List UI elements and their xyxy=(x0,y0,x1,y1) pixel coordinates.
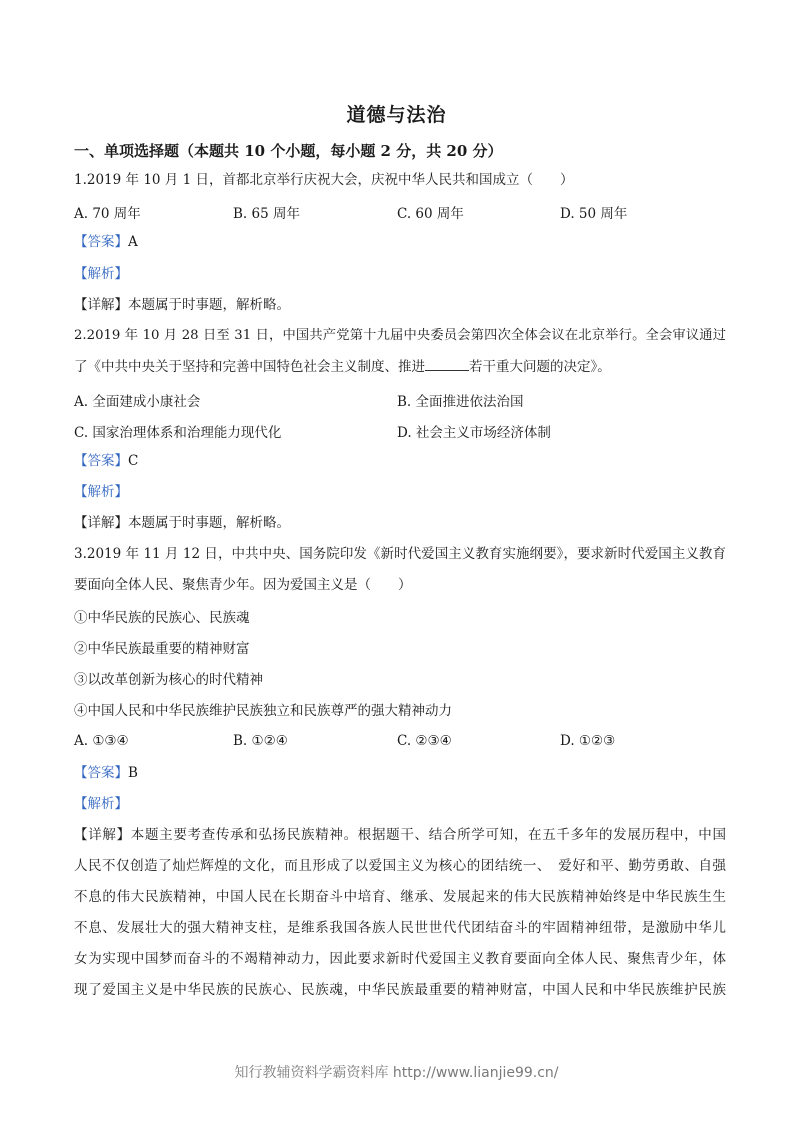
q3-detail-line-4: 不息、发展壮大的强大精神支柱，是维系我国各族人民世世代代团结奋斗的牢固精神纽带，是激励中华儿 xyxy=(74,920,726,936)
q3-option-c: C. ②③④ xyxy=(397,733,452,749)
q2-detail: 【详解】本题属于时事题，解析略。 xyxy=(74,515,290,531)
q3-answer xyxy=(74,763,726,783)
q3-detail-line-3: 不息的伟大民族精神，中国人民在长期奋斗中培育、继承、发展起来的伟大民族精神始终是中华民族生生 xyxy=(74,889,726,905)
q2-option-a: A. 全面建成小康社会 xyxy=(74,394,201,410)
q3-detail-line-2: 人民不仅创造了灿烂辉煌的文化，而且形成了以爱国主义为核心的团结统一、 爱好和平、勤劳勇敢、自强 xyxy=(74,858,726,874)
q3-detail-line-6: 现了爱国主义是中华民族的民族心、民族魂，中华民族最重要的精神财富，中国人民和中华民族维护民族 xyxy=(74,982,726,998)
answer-label: 【答案】 xyxy=(74,234,128,250)
q1-detail: 【详解】本题属于时事题，解析略。 xyxy=(74,297,290,313)
fill-blank xyxy=(425,358,469,371)
question-3-stem-line-2: 要面向全体人民、聚焦青少年。因为爱国主义是（ ） xyxy=(74,577,412,593)
q1-option-a: A. 70 周年 xyxy=(74,206,141,222)
q1-answer xyxy=(74,232,726,252)
q3-statement-1: ①中华民族的民族心、民族魂 xyxy=(74,610,250,626)
q3-option-d: D. ①②③ xyxy=(560,733,616,749)
q2-answer xyxy=(74,451,726,471)
question-2-stem-line-1: 2.2019 年 10 月 28 日至 31 日，中国共产党第十九届中央委员会第四次全体会议在北京举行。全会审议通过 xyxy=(74,328,726,343)
q3-detail-line-1: 【详解】本题主要考查传承和弘扬民族精神。根据题干、结合所学可知，在五千多年的发展历程中，中国 xyxy=(74,827,726,843)
answer-value: B xyxy=(128,765,138,781)
question-1-stem: 1.2019 年 10 月 1 日，首都北京举行庆祝大会，庆祝中华人民共和国成立（ ） xyxy=(74,172,574,188)
question-3-stem-line-1: 3.2019 年 11 月 12 日，中共中央、国务院印发《新时代爱国主义教育实施纲要》，要求新时代爱国主义教育 xyxy=(74,546,726,562)
q2-option-c: C. 国家治理体系和治理能力现代化 xyxy=(74,425,282,441)
q1-option-c: C. 60 周年 xyxy=(397,206,464,222)
answer-value: A xyxy=(128,234,138,250)
answer-label: 【答案】 xyxy=(74,453,128,469)
q3-statement-4: ④中国人民和中华民族维护民族独立和民族尊严的强大精神动力 xyxy=(74,703,452,719)
q1-analysis-label: 【解析】 xyxy=(74,266,128,282)
section-heading: 一、单项选择题（本题共 10 个小题，每小题 2 分，共 20 分） xyxy=(74,142,503,160)
answer-label: 【答案】 xyxy=(74,765,128,781)
q2-option-b: B. 全面推进依法治国 xyxy=(397,394,524,410)
page-title: 道德与法治 xyxy=(346,104,447,126)
page-footer-watermark: 知行教辅资料学霸资料库 http://www.lianjie99.cn/ xyxy=(234,1065,559,1081)
answer-value: C xyxy=(128,453,139,469)
q1-option-d: D. 50 周年 xyxy=(560,206,628,222)
q3-statement-3: ③以改革创新为核心的时代精神 xyxy=(74,672,263,688)
q3-statement-2: ②中华民族最重要的精神财富 xyxy=(74,641,250,657)
q3-detail-line-5: 女为实现中国梦而奋斗的不竭精神动力，因此要求新时代爱国主义教育要面向全体人民、聚焦青少年，体 xyxy=(74,951,726,967)
q3-analysis-label: 【解析】 xyxy=(74,796,128,812)
q1-option-b: B. 65 周年 xyxy=(233,206,300,222)
question-2-stem-line-2: 了《中共中央关于坚持和完善中国特色社会主义制度、推进 若干重大问题的决定》。 xyxy=(74,359,611,375)
q3-option-b: B. ①②④ xyxy=(233,733,288,749)
q2-analysis-label: 【解析】 xyxy=(74,484,128,500)
q2-option-d: D. 社会主义市场经济体制 xyxy=(397,425,551,441)
q3-option-a: A. ①③④ xyxy=(74,733,129,749)
